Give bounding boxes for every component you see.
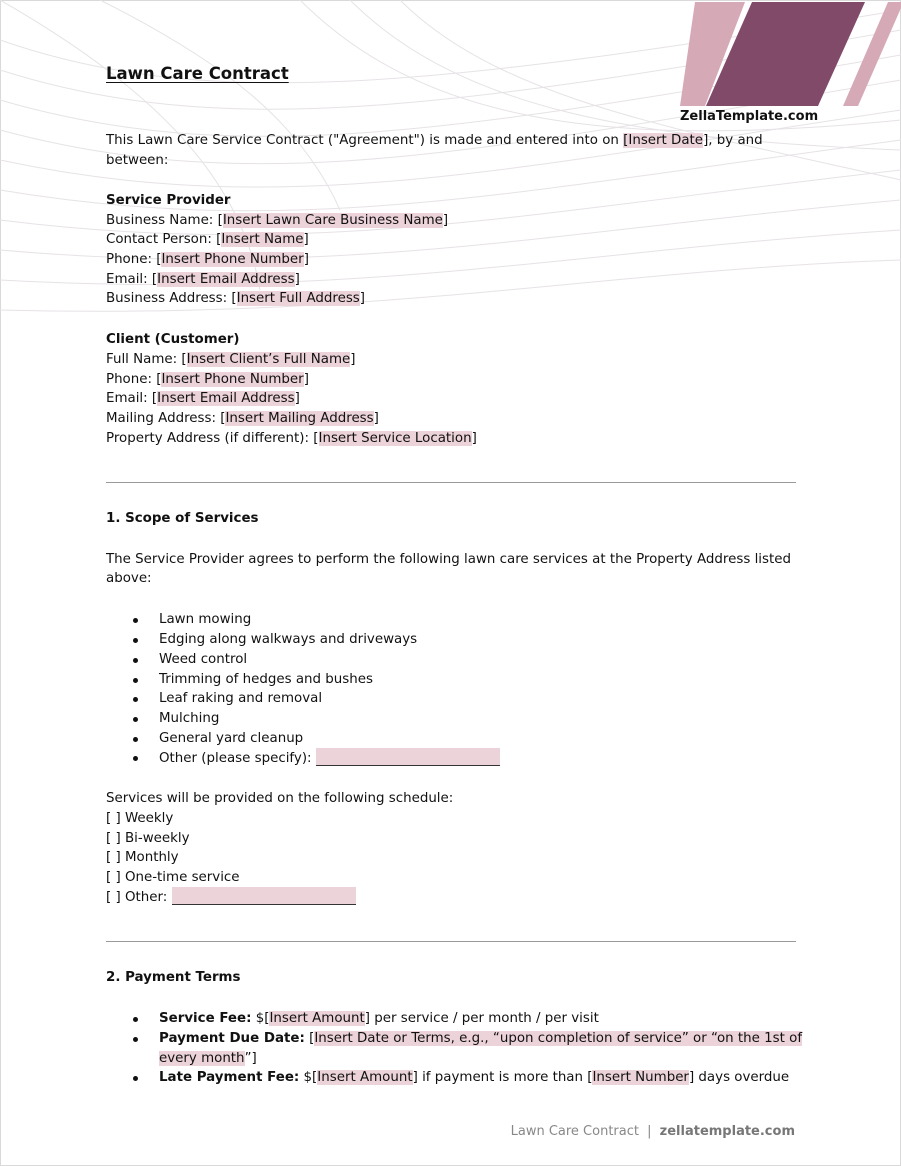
provider-business-line: Business Name: [Insert Lawn Care Business Name] — [106, 213, 449, 228]
placeholder-late-days[interactable]: Insert Number — [592, 1070, 689, 1085]
placeholder-fee-amount[interactable]: Insert Amount — [269, 1011, 365, 1026]
intro-line-1: This Lawn Care Service Contract ("Agreement") is made and entered into on [Insert Date], by and — [106, 133, 763, 148]
schedule-option-other[interactable]: [ ] Other: — [106, 887, 356, 908]
footer-separator: | — [647, 1124, 652, 1139]
intro-line-2: between: — [106, 153, 169, 168]
client-name-line: Full Name: [Insert Client’s Full Name] — [106, 352, 356, 367]
client-mailing-line: Mailing Address: [Insert Mailing Address] — [106, 411, 379, 426]
client-phone-line: Phone: [Insert Phone Number] — [106, 372, 309, 387]
bullet-icon — [133, 1076, 138, 1081]
brand-watermark: ZellaTemplate.com — [680, 109, 819, 124]
schedule-intro: Services will be provided on the following schedule: — [106, 791, 454, 806]
placeholder-due-terms[interactable]: Insert Date or Terms, e.g., “upon completion of service” or “on the 1st of — [314, 1031, 803, 1046]
placeholder-date[interactable]: [Insert Date — [623, 133, 704, 148]
schedule-option-one-time[interactable]: [ ] One-time service — [106, 870, 240, 885]
bullet-icon — [133, 756, 138, 761]
scope-heading: 1. Scope of Services — [106, 511, 259, 526]
schedule-option-biweekly[interactable]: [ ] Bi-weekly — [106, 831, 190, 846]
schedule-option-weekly[interactable]: [ ] Weekly — [106, 811, 174, 826]
bullet-icon — [133, 717, 138, 722]
bullet-icon — [133, 737, 138, 742]
bullet-icon — [133, 658, 138, 663]
placeholder-client-email[interactable]: Insert Email Address — [157, 391, 295, 406]
placeholder-mailing-address[interactable]: Insert Mailing Address — [225, 411, 374, 426]
placeholder-contact-name[interactable]: Insert Name — [221, 232, 304, 247]
footer-doc-name: Lawn Care Contract — [510, 1124, 639, 1139]
provider-phone-line: Phone: [Insert Phone Number] — [106, 252, 309, 267]
other-service-blank[interactable] — [316, 748, 500, 766]
provider-address-line: Business Address: [Insert Full Address] — [106, 291, 366, 306]
bullet-icon — [133, 1017, 138, 1022]
page-footer — [511, 1124, 795, 1139]
placeholder-client-name[interactable]: Insert Client’s Full Name — [186, 352, 351, 367]
provider-email-line: Email: [Insert Email Address] — [106, 272, 300, 287]
client-property-line: Property Address (if different): [Insert Service Location] — [106, 431, 477, 446]
bullet-icon — [133, 638, 138, 643]
placeholder-provider-email[interactable]: Insert Email Address — [157, 272, 295, 287]
placeholder-provider-address[interactable]: Insert Full Address — [236, 291, 360, 306]
client-email-line: Email: [Insert Email Address] — [106, 391, 300, 406]
bullet-icon — [133, 1037, 138, 1042]
scope-paragraph-line-1: The Service Provider agrees to perform the following lawn care services at the Property Address listed — [106, 552, 791, 567]
provider-contact-line: Contact Person: [Insert Name] — [106, 232, 309, 247]
provider-heading: Service Provider — [106, 193, 231, 208]
schedule-option-monthly[interactable]: [ ] Monthly — [106, 850, 179, 865]
client-heading: Client (Customer) — [106, 332, 240, 347]
placeholder-client-phone[interactable]: Insert Phone Number — [161, 372, 304, 387]
placeholder-business-name[interactable]: Insert Lawn Care Business Name — [222, 213, 443, 228]
scope-paragraph-line-2: above: — [106, 571, 152, 586]
bullet-icon — [133, 678, 138, 683]
document-title: Lawn Care Contract — [106, 64, 289, 83]
placeholder-service-location[interactable]: Insert Service Location — [318, 431, 472, 446]
section-divider — [106, 941, 796, 942]
placeholder-due-terms-continued[interactable]: every month — [159, 1051, 245, 1066]
footer-site[interactable]: zellatemplate.com — [659, 1124, 795, 1139]
other-schedule-blank[interactable] — [172, 887, 356, 905]
bullet-icon — [133, 618, 138, 623]
bullet-icon — [133, 697, 138, 702]
placeholder-late-amount[interactable]: Insert Amount — [317, 1070, 413, 1085]
placeholder-provider-phone[interactable]: Insert Phone Number — [161, 252, 304, 267]
payment-heading: 2. Payment Terms — [106, 970, 241, 985]
section-divider — [106, 482, 796, 483]
